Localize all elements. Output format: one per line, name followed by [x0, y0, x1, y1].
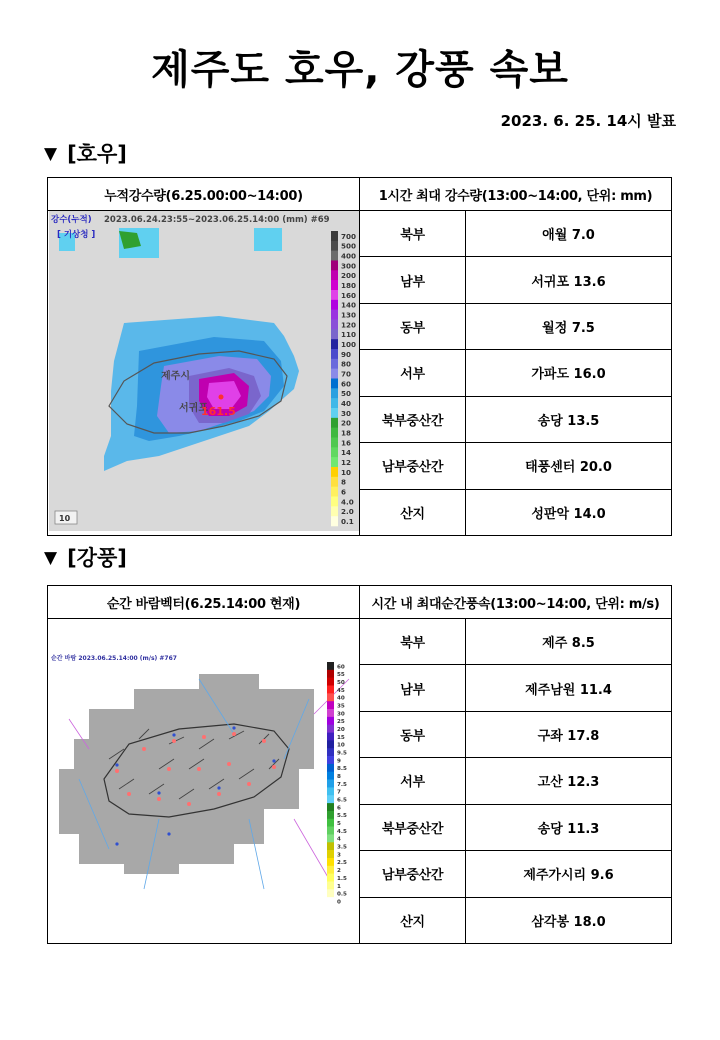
wind-legend-label: 10 — [336, 742, 345, 749]
rain-legend-label: 300 — [340, 261, 356, 271]
rain-value: 애월 7.0 — [466, 211, 672, 257]
rain-table — [47, 177, 672, 536]
wind-legend-swatch — [327, 662, 334, 670]
rain-legend-label: 70 — [340, 369, 351, 379]
wind-map — [49, 619, 359, 939]
rain-value: 서귀포 13.6 — [466, 257, 672, 303]
rain-legend-label: 90 — [340, 349, 351, 359]
wind-value: 제주가시리 9.6 — [466, 851, 672, 897]
rain-legend-label: 4.0 — [340, 497, 354, 507]
rain-legend-label: 500 — [340, 241, 356, 251]
rain-legend-swatch — [331, 320, 338, 330]
rain-legend-swatch — [331, 270, 338, 280]
rain-legend-label: 30 — [340, 408, 351, 418]
rain-legend-label: 20 — [340, 418, 351, 428]
rain-max-marker — [218, 395, 223, 400]
wind-legend-swatch — [327, 842, 334, 850]
rain-legend-swatch — [331, 261, 338, 271]
wind-region: 남부중산간 — [360, 851, 466, 897]
rain-left-header: 누적강수량(6.25.00:00~14:00) — [48, 178, 360, 211]
rain-legend-swatch — [331, 497, 338, 507]
rain-region: 산지 — [360, 489, 466, 535]
wind-legend-swatch — [327, 693, 334, 701]
rain-legend-label: 18 — [340, 428, 351, 438]
rain-legend-swatch — [331, 428, 338, 438]
wind-legend-swatch — [327, 858, 334, 866]
rain-legend-swatch — [331, 457, 338, 467]
rain-value: 월정 7.5 — [466, 303, 672, 349]
wind-legend-label: 2.5 — [336, 860, 347, 867]
wind-legend-label: 55 — [336, 672, 345, 679]
rain-region: 서부 — [360, 350, 466, 396]
wind-legend-label: 3 — [336, 852, 341, 859]
rain-legend-swatch — [331, 280, 338, 290]
rain-legend-label: 130 — [340, 310, 356, 320]
wind-legend-label: 0.5 — [336, 891, 347, 898]
rain-legend-label: 60 — [340, 379, 351, 389]
wind-map-cell — [48, 619, 360, 944]
rain-legend-swatch — [331, 359, 338, 369]
wind-legend-label: 2 — [336, 868, 341, 875]
rain-legend-label: 50 — [340, 389, 351, 399]
rain-section-label: [호우] — [67, 142, 127, 166]
rain-legend-swatch — [331, 388, 338, 398]
wind-legend-label: 5 — [336, 821, 341, 828]
rain-legend-label: 140 — [340, 300, 356, 310]
rain-map-max-label: 161.5 — [200, 405, 236, 418]
rain-legend-swatch — [331, 408, 338, 418]
rain-legend-swatch — [331, 506, 338, 516]
rain-legend-swatch — [331, 241, 338, 251]
wind-legend-swatch — [327, 795, 334, 803]
rain-legend-label: 10 — [340, 467, 351, 477]
wind-value: 송당 11.3 — [466, 804, 672, 850]
wind-legend-label: 1.5 — [336, 875, 347, 882]
rain-legend-label: 200 — [340, 271, 356, 281]
wind-legend-label: 7.5 — [336, 781, 347, 788]
wind-legend-swatch — [327, 717, 334, 725]
rain-scale-label: 10 — [58, 514, 70, 523]
rain-legend-swatch — [331, 487, 338, 497]
wind-legend-label: 40 — [336, 695, 345, 702]
wind-legend-swatch — [327, 827, 334, 835]
wind-legend-swatch — [327, 811, 334, 819]
wind-legend-swatch — [327, 748, 334, 756]
wind-region: 북부중산간 — [360, 804, 466, 850]
wind-legend-label: 15 — [336, 734, 345, 741]
rain-map-period: 2023.06.24.23:55~2023.06.25.14:00 (mm) #69 — [103, 215, 330, 225]
wind-legend-swatch — [327, 725, 334, 733]
rain-map-source: [ 기상청 ] — [56, 230, 95, 240]
wind-value: 삼각봉 18.0 — [466, 897, 672, 943]
wind-right-header: 시간 내 최대순간풍속(13:00~14:00, 단위: m/s) — [360, 586, 672, 619]
wind-region: 남부 — [360, 665, 466, 711]
wind-legend-swatch — [327, 701, 334, 709]
wind-legend-swatch — [327, 881, 334, 889]
rain-legend-swatch — [331, 349, 338, 359]
rain-legend-swatch — [331, 379, 338, 389]
wind-legend-label: 3.5 — [336, 844, 347, 851]
wind-region: 서부 — [360, 758, 466, 804]
rain-map-city-label: 제주시 — [160, 371, 190, 382]
wind-section-label: [강풍] — [67, 546, 127, 570]
triangle-down-icon: ▼ — [44, 548, 58, 568]
rain-value: 태풍센터 20.0 — [466, 443, 672, 489]
rain-legend-swatch — [331, 300, 338, 310]
wind-legend-label: 6 — [336, 805, 341, 812]
rain-legend-swatch — [331, 339, 338, 349]
rain-legend-label: 700 — [340, 231, 356, 241]
wind-legend-swatch — [327, 740, 334, 748]
wind-legend-label: 25 — [336, 719, 345, 726]
rain-map-title: 강수(누적) — [50, 215, 92, 225]
rain-legend-label: 2.0 — [340, 507, 354, 517]
rain-legend-label: 120 — [340, 320, 356, 330]
wind-left-header: 순간 바람벡터(6.25.14:00 현재) — [48, 586, 360, 619]
wind-legend-swatch — [327, 686, 334, 694]
rain-legend-swatch — [331, 467, 338, 477]
rain-legend-swatch — [331, 329, 338, 339]
rain-legend-label: 6 — [340, 487, 346, 497]
wind-legend-label: 9 — [336, 758, 341, 765]
rain-legend-label: 14 — [340, 448, 351, 458]
wind-legend-label: 5.5 — [336, 813, 347, 820]
wind-map-title: 순간 바람 2023.06.25.14:00 (m/s) #767 — [50, 655, 177, 662]
wind-legend-label: 4 — [336, 836, 341, 843]
rain-legend-label: 40 — [340, 399, 351, 409]
page-title: 제주도 호우, 강풍 속보 — [151, 47, 569, 93]
rain-value: 가파도 16.0 — [466, 350, 672, 396]
rain-legend-label: 80 — [340, 359, 351, 369]
wind-region: 북부 — [360, 619, 466, 665]
wind-legend-swatch — [327, 764, 334, 772]
wind-legend-swatch — [327, 819, 334, 827]
wind-region: 동부 — [360, 711, 466, 757]
wind-legend-swatch — [327, 670, 334, 678]
wind-legend-swatch — [327, 850, 334, 858]
rain-legend-label: 16 — [340, 438, 351, 448]
rain-region: 남부중산간 — [360, 443, 466, 489]
wind-legend-swatch — [327, 756, 334, 764]
rain-region: 동부 — [360, 303, 466, 349]
issue-date: 2023. 6. 25. 14시 발표 — [500, 112, 676, 130]
wind-legend-label: 8 — [336, 774, 341, 781]
wind-value: 제주 8.5 — [466, 619, 672, 665]
rain-value: 송당 13.5 — [466, 396, 672, 442]
wind-legend-label: 50 — [336, 679, 345, 686]
wind-legend-swatch — [327, 709, 334, 717]
rain-legend-swatch — [331, 290, 338, 300]
wind-legend-label: 8.5 — [336, 766, 347, 773]
rain-region: 북부 — [360, 211, 466, 257]
rain-region: 남부 — [360, 257, 466, 303]
wind-legend-swatch — [327, 866, 334, 874]
wind-legend-label: 1 — [336, 883, 341, 890]
wind-legend-label: 45 — [336, 687, 345, 694]
wind-value: 고산 12.3 — [466, 758, 672, 804]
rain-legend-label: 8 — [340, 477, 346, 487]
wind-value: 구좌 17.8 — [466, 711, 672, 757]
wind-legend-swatch — [327, 874, 334, 882]
rain-legend-swatch — [331, 369, 338, 379]
wind-legend-swatch — [327, 897, 334, 905]
rain-legend-swatch — [331, 516, 338, 526]
wind-section-heading — [44, 542, 127, 572]
wind-legend-swatch — [327, 772, 334, 780]
wind-legend-label: 4.5 — [336, 828, 347, 835]
wind-legend-swatch — [327, 787, 334, 795]
rain-legend-swatch — [331, 251, 338, 261]
rain-map — [49, 211, 359, 531]
wind-legend-swatch — [327, 780, 334, 788]
wind-legend-label: 0 — [336, 899, 341, 906]
rain-legend-swatch — [331, 231, 338, 241]
wind-value: 제주남원 11.4 — [466, 665, 672, 711]
wind-legend-label: 20 — [336, 726, 345, 733]
rain-right-header: 1시간 최대 강수량(13:00~14:00, 단위: mm) — [360, 178, 672, 211]
rain-legend-swatch — [331, 418, 338, 428]
rain-legend-swatch — [331, 447, 338, 457]
rain-legend-label: 160 — [340, 290, 356, 300]
rain-legend-label: 12 — [340, 458, 351, 468]
rain-legend-label: 400 — [340, 251, 356, 261]
rain-legend-swatch — [331, 398, 338, 408]
wind-legend-label: 7 — [336, 789, 341, 796]
rain-section-heading — [44, 138, 127, 168]
rain-legend-label: 100 — [340, 340, 356, 350]
wind-region: 산지 — [360, 897, 466, 943]
rain-legend-swatch — [331, 310, 338, 320]
wind-table — [47, 585, 672, 944]
wind-legend-swatch — [327, 889, 334, 897]
rain-legend-swatch — [331, 438, 338, 448]
wind-legend-swatch — [327, 834, 334, 842]
rain-map-city2-label: 서귀포 — [178, 403, 208, 414]
triangle-down-icon: ▼ — [44, 144, 58, 164]
rain-legend-label: 180 — [340, 281, 356, 291]
wind-legend-label: 35 — [336, 703, 345, 710]
wind-legend-swatch — [327, 803, 334, 811]
rain-region: 북부중산간 — [360, 396, 466, 442]
rain-map-cell — [48, 211, 360, 536]
wind-legend-label: 9.5 — [336, 750, 347, 757]
wind-legend-swatch — [327, 678, 334, 686]
rain-legend-label: 0.1 — [340, 517, 354, 527]
wind-legend-swatch — [327, 733, 334, 741]
wind-legend-label: 60 — [336, 664, 345, 671]
rain-legend-swatch — [331, 477, 338, 487]
wind-legend-label: 6.5 — [336, 797, 347, 804]
wind-legend-label: 30 — [336, 711, 345, 718]
rain-legend-label: 110 — [340, 330, 356, 340]
rain-value: 성판악 14.0 — [466, 489, 672, 535]
